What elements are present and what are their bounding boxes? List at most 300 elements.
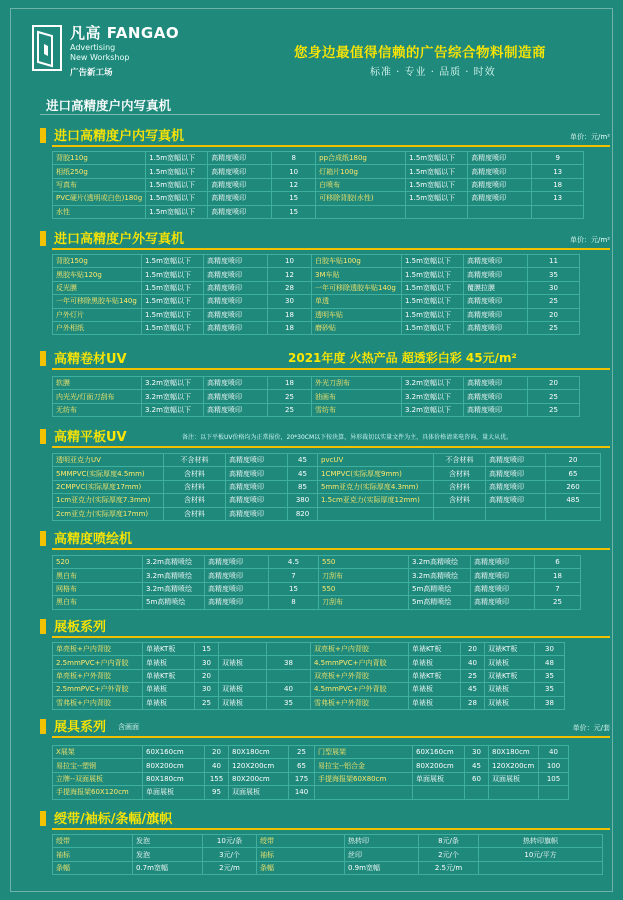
section-underline xyxy=(52,368,610,370)
table-row xyxy=(53,861,603,874)
table-cell: 380 xyxy=(288,494,318,507)
table-cell: 手提海报架60X120cm xyxy=(53,786,143,799)
table-cell: 高精度喷印 xyxy=(208,178,272,191)
table-row xyxy=(53,596,581,609)
table-row xyxy=(53,835,603,848)
table-cell: 1.5m宽幅以下 xyxy=(402,255,464,268)
table-cell: 1.5m宽幅以下 xyxy=(406,165,468,178)
table-cell: 高精度喷印 xyxy=(468,178,532,191)
price-table xyxy=(52,254,580,335)
brand-sub-workshop: New Workshop xyxy=(70,53,130,62)
table-cell: 1.5m宽幅以下 xyxy=(402,308,464,321)
table-cell: 3.2m高精喷绘 xyxy=(143,569,205,582)
section-underline xyxy=(52,446,610,448)
table-cell: 白喷布 xyxy=(316,178,406,191)
table-cell: 不含材料 xyxy=(164,454,226,467)
table-cell: 高精度喷印 xyxy=(208,152,272,165)
table-row xyxy=(53,268,580,281)
table-cell: 高精度喷印 xyxy=(464,321,528,334)
brand-sub-advertising: Advertising xyxy=(70,43,116,52)
table-cell: 25 xyxy=(195,696,219,709)
table-cell: 热转印 xyxy=(345,835,419,848)
table-cell xyxy=(318,507,434,520)
table-cell: 高精度喷印 xyxy=(471,556,535,569)
table-cell: 25 xyxy=(461,669,485,682)
table-cell: 80X180cm xyxy=(489,746,539,759)
table-cell: 手提海报架60X80cm xyxy=(315,772,413,785)
table-cell: 3.2m宽幅以下 xyxy=(402,377,464,390)
table-cell: 油画布 xyxy=(312,390,402,403)
table-cell: 雪纺布 xyxy=(312,403,402,416)
table-cell: 1.5m宽幅以下 xyxy=(402,268,464,281)
table-cell: 含材料 xyxy=(434,480,486,493)
table-cell: 5m高精喷绘 xyxy=(409,596,471,609)
table-cell: 155 xyxy=(205,772,229,785)
table-cell: 485 xyxy=(546,494,601,507)
table-cell: 30 xyxy=(195,683,219,696)
table-cell: 1CMPVC(实际厚度9mm) xyxy=(318,467,434,480)
table-cell: 1.5m宽幅以下 xyxy=(406,178,468,191)
section-indoor-printing xyxy=(40,125,610,216)
table-cell: 条幅 xyxy=(257,861,345,874)
table-cell: 高精度喷印 xyxy=(205,596,269,609)
table-row xyxy=(53,377,580,390)
table-cell: 30 xyxy=(528,281,580,294)
section-note: 备注：以下平板UV价格均为正常报价，20*30CM以下按块算，异形裁切以实量文件为主，具体价格请来电咨询，量大从优。 xyxy=(182,434,513,441)
table-cell: 1.5m宽幅以下 xyxy=(146,178,208,191)
table-cell: 高精度喷印 xyxy=(468,152,532,165)
table-cell: 1.5m宽幅以下 xyxy=(146,205,208,218)
table-cell: 18 xyxy=(268,308,312,321)
section-underline xyxy=(52,548,610,550)
table-cell: 发泡 xyxy=(133,848,203,861)
section-bar xyxy=(40,429,46,444)
section-unit: 单价：元/套 xyxy=(572,724,610,732)
table-cell xyxy=(434,507,486,520)
table-row xyxy=(53,656,565,669)
table-cell: 一年可移除黑胶车贴140g xyxy=(53,295,142,308)
table-cell: 0.9m宽幅 xyxy=(345,861,419,874)
table-cell: 含材料 xyxy=(164,494,226,507)
table-cell xyxy=(532,205,584,218)
table-cell: 户外灯片 xyxy=(53,308,142,321)
table-cell: 1.5cm亚克力(实际厚度12mm) xyxy=(318,494,434,507)
table-cell: 双面展板 xyxy=(229,786,289,799)
table-row xyxy=(53,786,569,799)
table-cell: 单亮板+户内背胶 xyxy=(53,643,143,656)
table-cell: 40 xyxy=(205,759,229,772)
table-row xyxy=(53,192,584,205)
table-cell: 2元/m xyxy=(203,861,257,874)
table-cell: 双裱KT板 xyxy=(485,669,535,682)
price-table xyxy=(52,745,569,800)
table-cell: 透明亚克力UV xyxy=(53,454,164,467)
table-row xyxy=(53,746,569,759)
table-cell: 20 xyxy=(461,643,485,656)
table-cell: 高精度喷印 xyxy=(204,377,268,390)
table-cell: 120X200cm xyxy=(229,759,289,772)
table-row xyxy=(53,569,581,582)
table-row xyxy=(53,848,603,861)
table-cell: 10元/平方 xyxy=(479,848,603,861)
table-cell xyxy=(468,205,532,218)
table-cell: 高精度喷印 xyxy=(464,255,528,268)
section-bar xyxy=(40,231,46,246)
table-cell: 5m高精喷绘 xyxy=(143,596,205,609)
table-cell: 8 xyxy=(269,596,319,609)
table-cell: 含材料 xyxy=(164,507,226,520)
table-cell: 3.2m宽幅以下 xyxy=(402,403,464,416)
table-cell: 刀刮布 xyxy=(319,569,409,582)
table-cell: 立牌--双面展板 xyxy=(53,772,143,785)
table-cell: 含材料 xyxy=(434,494,486,507)
table-row xyxy=(53,321,580,334)
table-cell: 550 xyxy=(319,582,409,595)
table-cell: 软膜 xyxy=(53,377,142,390)
table-row xyxy=(53,295,580,308)
table-row xyxy=(53,759,569,772)
table-cell: 0.7m宽幅 xyxy=(133,861,203,874)
section-bar xyxy=(40,619,46,634)
price-table xyxy=(52,453,601,521)
section-title-note: 含画面 xyxy=(118,723,139,731)
section-title: 高精平板UV xyxy=(54,430,127,445)
table-row xyxy=(53,507,601,520)
table-cell: 65 xyxy=(289,759,315,772)
table-cell: 覆膜拉膜 xyxy=(464,281,528,294)
table-row xyxy=(53,643,565,656)
table-cell: 袖标 xyxy=(53,848,133,861)
table-cell: 双裱KT板 xyxy=(485,643,535,656)
table-cell: 3.2m高精喷绘 xyxy=(409,556,471,569)
table-cell: 易拉宝--铝合金 xyxy=(315,759,413,772)
logo-mark-icon xyxy=(30,22,64,74)
table-row xyxy=(53,308,580,321)
table-cell: pp合成纸180g xyxy=(316,152,406,165)
table-cell: 35 xyxy=(528,268,580,281)
table-cell: 80X180cm xyxy=(143,772,205,785)
table-cell: 1.5m宽幅以下 xyxy=(142,268,204,281)
table-cell: 双亮板+户外背胶 xyxy=(311,669,409,682)
table-cell: 8元/条 xyxy=(419,835,479,848)
table-cell: 20 xyxy=(205,746,229,759)
table-cell: 白胶车贴100g xyxy=(312,255,402,268)
table-cell: pvcUV xyxy=(318,454,434,467)
table-cell: 5mm亚克力(实际厚度4.3mm) xyxy=(318,480,434,493)
table-cell: 内光光/灯面刀刮布 xyxy=(53,390,142,403)
table-cell: 2cm亚克力(实际厚度17mm) xyxy=(53,507,164,520)
table-cell: 12 xyxy=(268,268,312,281)
table-cell: 80X200cm xyxy=(143,759,205,772)
table-row xyxy=(53,390,580,403)
table-cell: 2.5mmPVC+户内背胶 xyxy=(53,656,143,669)
table-cell: 高精度喷印 xyxy=(486,494,546,507)
table-cell: 60 xyxy=(465,772,489,785)
table-row xyxy=(53,152,584,165)
table-cell: 820 xyxy=(288,507,318,520)
table-cell: 1cm亚克力(实际厚度7.3mm) xyxy=(53,494,164,507)
table-cell: 35 xyxy=(267,696,311,709)
table-cell: 网格布 xyxy=(53,582,143,595)
table-cell: 4.5 xyxy=(269,556,319,569)
table-cell: 25 xyxy=(528,295,580,308)
table-cell: 双裱板 xyxy=(485,656,535,669)
table-cell: 高精度喷印 xyxy=(208,205,272,218)
table-cell: 1.5m宽幅以下 xyxy=(406,192,468,205)
table-cell: 单裱KT板 xyxy=(409,669,461,682)
section-display-racks xyxy=(40,716,610,797)
table-cell: 30 xyxy=(465,746,489,759)
table-cell: 高精度喷印 xyxy=(464,295,528,308)
table-cell: 45 xyxy=(288,454,318,467)
table-cell: 单亮板+户外背胶 xyxy=(53,669,143,682)
table-cell: 高精度喷印 xyxy=(464,268,528,281)
table-cell: 45 xyxy=(465,759,489,772)
table-cell: 高精度喷印 xyxy=(486,454,546,467)
table-cell: 高精度喷印 xyxy=(471,569,535,582)
table-cell xyxy=(486,507,546,520)
table-cell: 28 xyxy=(268,281,312,294)
section-underline xyxy=(52,248,610,250)
table-cell: 高精度喷印 xyxy=(471,596,535,609)
table-cell: 3元/个 xyxy=(203,848,257,861)
table-cell: 高精度喷印 xyxy=(204,255,268,268)
table-cell: 单裱板 xyxy=(143,683,195,696)
table-row xyxy=(53,772,569,785)
table-cell: 80X200cm xyxy=(229,772,289,785)
table-cell: 30 xyxy=(268,295,312,308)
table-row xyxy=(53,494,601,507)
table-cell: 1.5m宽幅以下 xyxy=(402,321,464,334)
table-cell: 25 xyxy=(289,746,315,759)
table-cell: 高精度喷印 xyxy=(204,321,268,334)
table-cell: 25 xyxy=(268,390,312,403)
table-cell: 85 xyxy=(288,480,318,493)
table-row xyxy=(53,205,584,218)
section-unit: 单价：元/m² xyxy=(570,133,610,141)
table-cell: 反光膜 xyxy=(53,281,142,294)
table-cell: 单裱KT板 xyxy=(409,643,461,656)
table-cell: 热转印旗帜 xyxy=(479,835,603,848)
table-cell: 35 xyxy=(535,683,565,696)
table-cell xyxy=(539,786,569,799)
table-cell: 28 xyxy=(461,696,485,709)
table-cell: 25 xyxy=(528,390,580,403)
table-cell: 一年可移除透胶车贴140g xyxy=(312,281,402,294)
table-cell: 60X160cm xyxy=(143,746,205,759)
table-cell: 高精度喷印 xyxy=(464,403,528,416)
table-cell: 绶带 xyxy=(53,835,133,848)
table-cell: 单裱板 xyxy=(409,656,461,669)
table-cell: 门型展架 xyxy=(315,746,413,759)
table-cell: 80X180cm xyxy=(229,746,289,759)
table-cell: 18 xyxy=(535,569,581,582)
table-cell: 10 xyxy=(268,255,312,268)
table-cell: 高精度喷印 xyxy=(464,377,528,390)
table-cell: 双裱板 xyxy=(219,683,267,696)
table-cell: 45 xyxy=(461,683,485,696)
table-cell: 1.5m宽幅以下 xyxy=(146,192,208,205)
title-divider xyxy=(40,114,600,115)
section-title: 展板系列 xyxy=(54,620,107,635)
section-bar xyxy=(40,128,46,143)
table-cell xyxy=(479,861,603,874)
table-row xyxy=(53,696,565,709)
table-cell: PVC硬片(透明或白色)180g xyxy=(53,192,146,205)
table-cell: 高精度喷印 xyxy=(486,467,546,480)
table-cell: 含材料 xyxy=(164,480,226,493)
section-flatbed-uv xyxy=(40,426,610,518)
table-cell: 95 xyxy=(205,786,229,799)
table-cell: 11 xyxy=(528,255,580,268)
table-cell: 1.5m宽幅以下 xyxy=(402,295,464,308)
section-underline xyxy=(52,828,610,830)
table-cell: 12 xyxy=(272,178,316,191)
table-cell: 120X200cm xyxy=(489,759,539,772)
table-cell: 7 xyxy=(269,569,319,582)
table-cell: 双面展板 xyxy=(489,772,539,785)
table-cell: 单裱板 xyxy=(143,656,195,669)
table-cell: 写真布 xyxy=(53,178,146,191)
table-row xyxy=(53,556,581,569)
table-cell: 105 xyxy=(539,772,569,785)
brand-name: 凡高 FANGAO xyxy=(70,24,180,42)
table-cell: 20 xyxy=(546,454,601,467)
table-cell: 雪弗板+户内背胶 xyxy=(53,696,143,709)
table-cell: 高精度喷印 xyxy=(204,308,268,321)
table-cell: 25 xyxy=(528,321,580,334)
table-cell: 高精度喷印 xyxy=(226,480,288,493)
table-row xyxy=(53,178,584,191)
slogan-sub: 标准 · 专业 · 品质 · 时效 xyxy=(370,67,496,78)
table-cell: 15 xyxy=(195,643,219,656)
table-cell: 双亮板+户内背胶 xyxy=(311,643,409,656)
table-row xyxy=(53,165,584,178)
table-cell: 发泡 xyxy=(133,835,203,848)
table-cell: 高精度喷印 xyxy=(204,281,268,294)
section-title: 绶带/袖标/条幅/旗帜 xyxy=(54,812,173,827)
table-cell: 灯箱片100g xyxy=(316,165,406,178)
table-cell: 无纺布 xyxy=(53,403,142,416)
table-cell: 6 xyxy=(535,556,581,569)
table-cell: 双裱板 xyxy=(485,696,535,709)
table-cell: 高精度喷印 xyxy=(208,192,272,205)
section-unit: 单价：元/m² xyxy=(570,236,610,244)
table-cell: 260 xyxy=(546,480,601,493)
table-cell: 3.2m高精喷绘 xyxy=(409,569,471,582)
table-cell: 高精度喷印 xyxy=(226,494,288,507)
section-bar xyxy=(40,719,46,734)
table-cell: 黑白布 xyxy=(53,569,143,582)
brand-logo xyxy=(30,22,200,82)
section-title: 进口高精度户内写真机 xyxy=(54,129,185,144)
table-cell: 高精度喷印 xyxy=(464,390,528,403)
table-row xyxy=(53,683,565,696)
table-cell: 含材料 xyxy=(434,467,486,480)
table-cell: 15 xyxy=(269,582,319,595)
section-roll-uv xyxy=(40,348,610,414)
table-cell: 13 xyxy=(532,165,584,178)
table-cell: 40 xyxy=(267,683,311,696)
table-cell: 13 xyxy=(532,192,584,205)
table-row xyxy=(53,454,601,467)
table-cell: 35 xyxy=(535,669,565,682)
table-cell: 5m高精喷绘 xyxy=(409,582,471,595)
table-cell: 550 xyxy=(319,556,409,569)
price-table xyxy=(52,555,581,610)
table-cell: 单裱板 xyxy=(409,696,461,709)
section-inkjet xyxy=(40,528,610,607)
table-cell: 15 xyxy=(272,192,316,205)
section-banners-flags xyxy=(40,808,610,872)
table-cell: 7 xyxy=(535,582,581,595)
table-cell: 可移除背胶(水性) xyxy=(316,192,406,205)
table-cell: 20 xyxy=(528,308,580,321)
table-cell: 易拉宝--塑钢 xyxy=(53,759,143,772)
table-cell xyxy=(489,786,539,799)
table-cell xyxy=(316,205,406,218)
table-cell: 背胶150g xyxy=(53,255,142,268)
table-cell: 2.5mmPVC+户外背胶 xyxy=(53,683,143,696)
table-cell: 38 xyxy=(267,656,311,669)
table-cell: 单面展板 xyxy=(143,786,205,799)
table-cell: 8 xyxy=(272,152,316,165)
table-cell: 背胶110g xyxy=(53,152,146,165)
table-cell: 1.5m宽幅以下 xyxy=(142,255,204,268)
section-title: 进口高精度户外写真机 xyxy=(54,232,185,247)
section-bar xyxy=(40,351,46,366)
table-cell: 高精度喷印 xyxy=(226,467,288,480)
table-cell: 20 xyxy=(528,377,580,390)
price-table xyxy=(52,642,565,710)
table-cell xyxy=(315,786,413,799)
table-cell: 40 xyxy=(539,746,569,759)
table-cell: 双裱板 xyxy=(219,656,267,669)
table-cell: 3.2m宽幅以下 xyxy=(142,390,204,403)
table-cell: 1.5m宽幅以下 xyxy=(146,165,208,178)
table-cell: 65 xyxy=(546,467,601,480)
table-cell: 10 xyxy=(272,165,316,178)
table-cell: 9 xyxy=(532,152,584,165)
table-cell: 2元/个 xyxy=(419,848,479,861)
table-cell: 100 xyxy=(539,759,569,772)
table-cell: 户外相纸 xyxy=(53,321,142,334)
table-cell: 单裱KT板 xyxy=(143,669,195,682)
table-cell: 高精度喷印 xyxy=(205,556,269,569)
page-title: 进口高精度户内写真机 xyxy=(46,98,172,113)
table-cell xyxy=(267,669,311,682)
table-row xyxy=(53,582,581,595)
table-cell: 3.2m宽幅以下 xyxy=(142,377,204,390)
table-cell: 20 xyxy=(195,669,219,682)
table-cell: 高精度喷印 xyxy=(471,582,535,595)
table-cell: 30 xyxy=(195,656,219,669)
promo-highlight: 2021年度 火热产品 超透彩白彩 45元/m² xyxy=(288,351,517,365)
table-cell: 18 xyxy=(532,178,584,191)
table-cell: 25 xyxy=(535,596,581,609)
table-cell: 双裱板 xyxy=(485,683,535,696)
table-cell: 黑胶车贴120g xyxy=(53,268,142,281)
table-cell: 外光刀刮布 xyxy=(312,377,402,390)
table-row xyxy=(53,467,601,480)
table-cell: 3.2m宽幅以下 xyxy=(142,403,204,416)
table-cell: 140 xyxy=(289,786,315,799)
table-cell: 高精度喷印 xyxy=(204,403,268,416)
table-cell: 绶带 xyxy=(257,835,345,848)
table-row xyxy=(53,403,580,416)
table-cell: 60X160cm xyxy=(413,746,465,759)
table-cell: 黑白布 xyxy=(53,596,143,609)
